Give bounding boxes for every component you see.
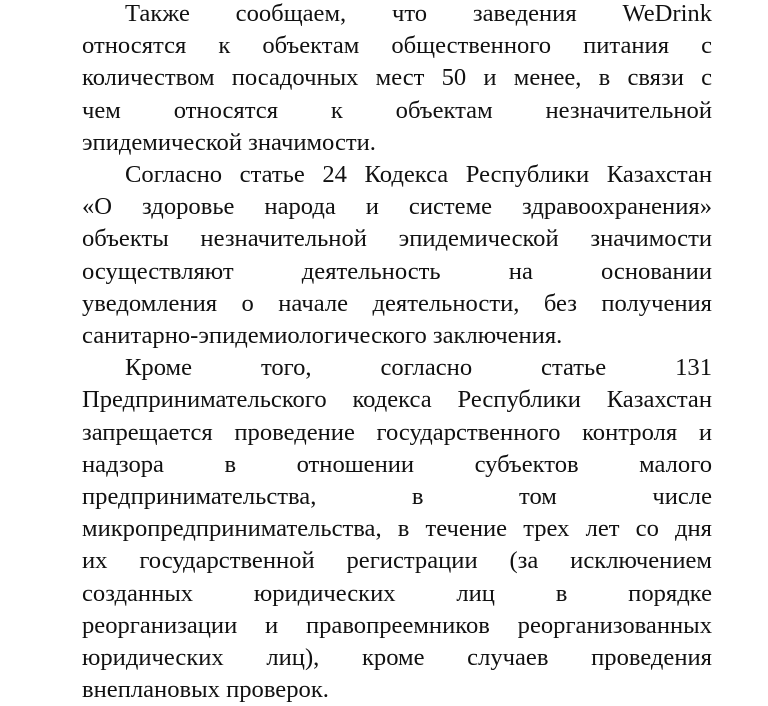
text-line: Также сообщаем, что заведения WeDrink: [125, 0, 712, 27]
text-line: юридических лиц), кроме случаев проведения: [82, 644, 712, 672]
text-line: запрещается проведение государственного контроля и: [82, 418, 712, 446]
paragraph-1: [82, 0, 712, 159]
document-page: [82, 0, 712, 706]
text-line: Согласно статье 24 Кодекса Республики Казахстан: [125, 161, 712, 189]
text-line: осуществляют деятельность на основании: [82, 257, 712, 285]
text-line: внеплановых проверок.: [82, 676, 329, 704]
text-line: микропредпринимательства, в течение трех лет со дня: [82, 515, 712, 543]
text-line: созданных юридических лиц в порядке: [82, 579, 712, 607]
text-line: Кроме того, согласно статье 131: [125, 354, 712, 382]
text-line: предпринимательства, в том числе: [82, 483, 712, 511]
text-line: «О здоровье народа и системе здравоохранения»: [82, 193, 712, 221]
text-line: количеством посадочных мест 50 и менее, в связи с: [82, 64, 712, 92]
text-line: относятся к объектам общественного питания с: [82, 32, 712, 60]
text-line: уведомления о начале деятельности, без получения: [82, 289, 712, 317]
text-line: чем относятся к объектам незначительной: [82, 96, 712, 124]
text-line: Предпринимательского кодекса Республики Казахстан: [82, 386, 712, 414]
text-line: санитарно-эпидемиологического заключения.: [82, 322, 563, 350]
paragraph-2: [82, 159, 712, 352]
text-line: надзора в отношении субъектов малого: [82, 450, 712, 478]
text-line: объекты незначительной эпидемической значимости: [82, 225, 712, 253]
text-line: реорганизации и правопреемников реорганизованных: [82, 611, 712, 639]
text-line: их государственной регистрации (за исключением: [82, 547, 712, 575]
text-line: эпидемической значимости.: [82, 128, 376, 156]
paragraph-3: [82, 352, 712, 706]
